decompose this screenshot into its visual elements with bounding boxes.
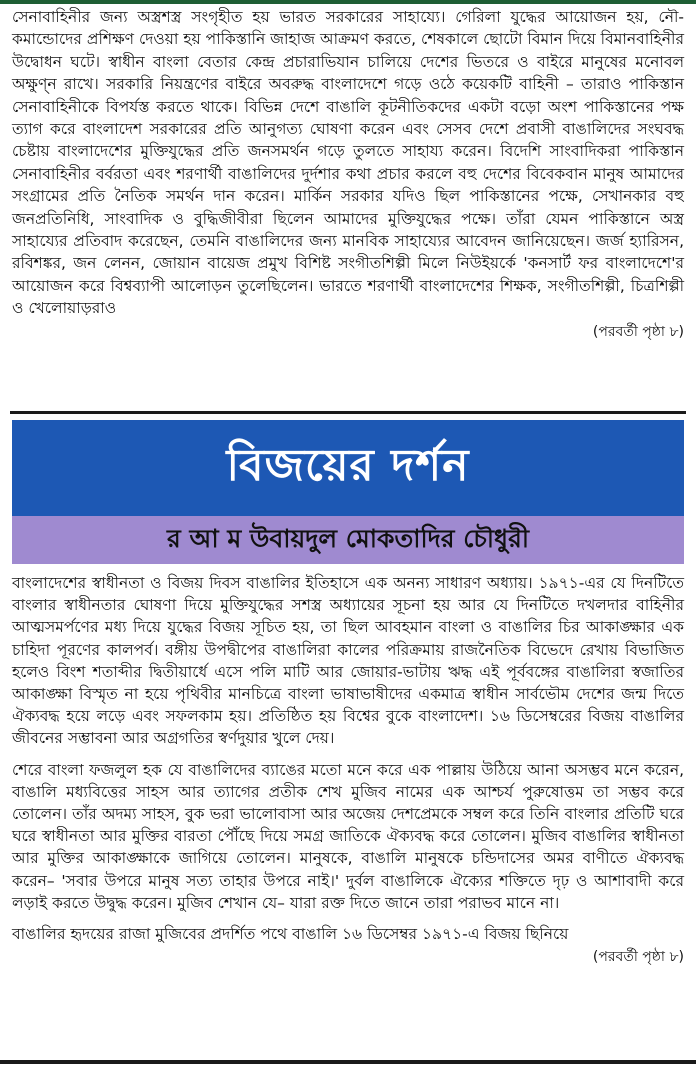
- paragraph: শেরে বাংলা ফজলুল হক যে বাঙালিদের ব্যাঙের মতো মনে করে এক পাল্লায় উঠিয়ে আনা অসম্ভব মনে করেন, বাঙালি মধ্যবিত্তের সাহস আর ত্যাগের প্রতীক শেখ মুজিব নামের এক আশ্চর্য পুরুষোত্তম তা সম্ভব করে তোলেন। তাঁর অদম্য সাহস, বুক ভরা ভালোবাসা আর অজেয় দেশপ্রেমকে সম্বল করে তিনি বাংলার প্রতিটি ঘরে ঘরে স্বাধীনতা আর মুক্তির বারতা পৌঁছে দিয়ে সমগ্র জাতিকে ঐক্যবদ্ধ করে তোলেন। মুজিব বাঙালির স্বাধীনতা আর মুক্তির আকাঙ্ক্ষাকে জাগিয়ে তোলেন। মানুষকে, বাঙালি মানুষকে চন্ডিদাসের অমর বাণীতে ঐক্যবদ্ধ করেন– 'সবার উপরে মানুষ সত্য তাহার উপরে নাই।' দুর্বল বাঙালিকে ঐক্যের শক্তিতে দৃঢ় ও আশাবাদী করে লড়াই করতে উদ্বুদ্ধ করেন। মুজিব শেখান যে– যারা রক্ত দিতে জানে তারা পরাভব মানে না।: [12, 760, 684, 912]
- paragraph: বাংলাদেশের স্বাধীনতা ও বিজয় দিবস বাঙালির ইতিহাসে এক অনন্য সাধারণ অধ্যায়। ১৯৭১-এর যে দিনটিতে বাংলার স্বাধীনতার ঘোষণা দিয়ে মুক্তিযুদ্ধের সশস্ত্র অধ্যায়ের সূচনা হয় আর যে দিনটিতে দখলদার বাহিনীর আত্মসমর্পণের মধ্য দিয়ে যুদ্ধের বিজয় সূচিত হয়, তা ছিল আবহমান বাংলা ও বাঙালির চির আকাঙ্ক্ষার এক চাহিদা পূরণের কালপর্ব। বঙ্গীয় উপদ্বীপের বাঙালিরা কালের পরিক্রমায় রাজনৈতিক বিভেদে রেখায় বিভাজিত হলেও বিংশ শতাব্দীর দ্বিতীয়ার্ধে এসে পলি মাটি আর জোয়ার-ভাটায় ঋদ্ধ এই পূর্ববঙ্গের বাঙালিরা স্বজাতির আকাঙ্ক্ষা বিস্মৃত না হয়ে পৃথিবীর মানচিত্রে বাংলা ভাষাভাষীদের একমাত্র স্বাধীন সার্বভৌম দেশের জন্ম দিতে ঐক্যবদ্ধ হয়ে লড়ে এবং সফলকাম হয়। প্রতিষ্ঠিত হয় বিশ্বের বুকে বাংলাদেশ। ১৬ ডিসেম্বরের বিজয় বাঙালির জীবনের সম্ভাবনা আর অগ্রগতির স্বর্ণদুয়ার খুলে দেয়।: [12, 574, 684, 748]
- author-byline: র আ ম উবায়দুল মোকতাদির চৌধুরী: [12, 516, 684, 564]
- article-headline: বিজয়ের দর্শন: [12, 420, 684, 516]
- section-divider: [10, 411, 686, 414]
- article-body: সেনাবাহিনীর জন্য অস্ত্রশস্ত্র সংগৃহীত হয় ভারত সরকারের সাহায্যে। গেরিলা যুদ্ধের আয়োজন হয়, নৌ-কমান্ডোদের প্রশিক্ষণ দেওয়া হয় পাকিস্তানি জাহাজ আক্রমণ করতে, শেষকালে ছোটো বিমান দিয়ে বিমানবাহিনীর উদ্বোধন ঘটে। স্বাধীন বাংলা বেতার কেন্দ্র প্রচারাভিযান চালিয়ে দেশের ভিতরে ও বাইরে মানুষের মনোবল অক্ষুণ্ন রাখে। সরকারি নিয়ন্ত্রণের বাইরে অবরুদ্ধ বাংলাদেশে গড়ে ওঠে কয়েকটি বাহিনী – তারাও পাকিস্তান সেনাবাহিনীকে বিপর্যস্ত করতে থাকে। বিভিন্ন দেশে বাঙালি কূটনীতিকদের একটা বড়ো অংশ পাকিস্তানের পক্ষ ত্যাগ করে বাংলাদেশ সরকারের প্রতি আনুগত্য ঘোষণা করেন এবং সেসব দেশে প্রবাসী বাঙালিদের সংঘবদ্ধ চেষ্টায় বাংলাদেশের মুক্তিযুদ্ধের প্রতি জনসমর্থন গড়ে তুলতে সাহায্য করেন। বিদেশি সাংবাদিকরা পাকিস্তান সেনাবাহিনীর বর্বরতা এবং শরণার্থী বাঙালিদের দুর্দশার কথা প্রচার করলে বহু দেশের বিবেকবান মানুষ আমাদের সংগ্রামের প্রতি নৈতিক সমর্থন দান করেন। মার্কিন সরকার যদিও ছিল পাকিস্তানের পক্ষে, সেখানকার বহু জনপ্রতিনিধি, সাংবাদিক ও বুদ্ধিজীবীরা ছিলেন আমাদের মুক্তিযুদ্ধের পক্ষে। তাঁরা যেমন পাকিস্তানে অস্ত্র সাহায্যের প্রতিবাদ করেছেন, তেমনি বাঙালিদের জন্য মানবিক সাহায্যের আবেদন জানিয়েছেন। জর্জ হ্যারিসন, রবিশঙ্কর, জন লেনন, জোয়ান বায়েজ প্রমুখ বিশিষ্ট সংগীতশিল্পী মিলে নিউইয়র্কে 'কনসার্ট ফর বাংলাদেশে'র আয়োজন করে বিশ্বব্যাপী আলোড়ন তুলেছিলেন। ভারতে শরণার্থী বাংলাদেশের শিক্ষক, সংগীতশিল্পী, চিত্রশিল্পী ও খেলোয়াড়রাও: [12, 8, 684, 318]
- paragraph: বাঙালির হৃদয়ের রাজা মুজিবের প্রদর্শিত পথে বাঙালি ১৬ ডিসেম্বর ১৯৭১-এ বিজয় ছিনিয়ে: [12, 925, 569, 944]
- top-rule: [0, 0, 696, 4]
- article-continuation: [12, 6, 684, 343]
- continued-note: (পরবর্তী পৃষ্ঠা ৮): [592, 323, 684, 340]
- bottom-rule: [0, 1060, 696, 1064]
- article-body-2: [12, 572, 684, 968]
- continued-note: (পরবর্তী পৃষ্ঠা ৮): [592, 949, 684, 966]
